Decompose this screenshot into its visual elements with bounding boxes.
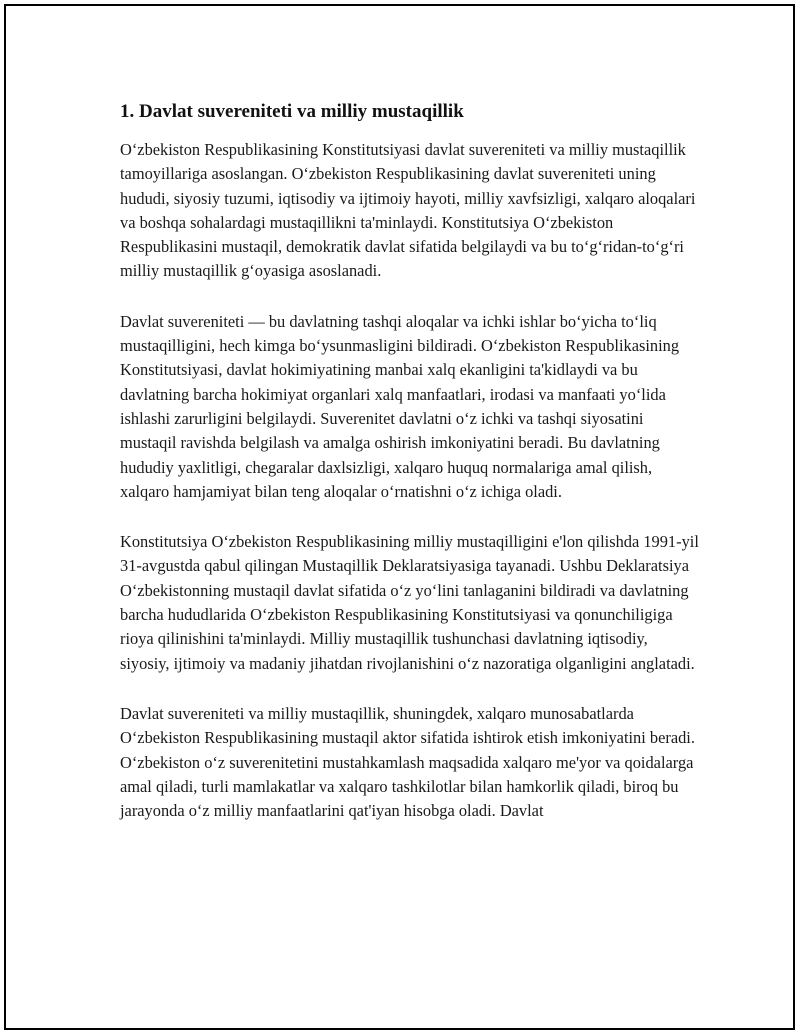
paragraph-4: Davlat suvereniteti va milliy mustaqillik, shuningdek, xalqaro munosabatlarda O‘zbekiston Respublikasining mustaqil aktor sifatida ishtirok etish imkoniyatini beradi. O‘zbekiston o‘z suverenitetini mustahkamlash maqsadida xalqaro me'yor va qoidalarga amal qiladi, turli mamlakatlar va xalqaro tashkilotlar bilan hamkorlik qiladi, biroq bu jarayonda o‘z milliy manfaatlarini qat'iyan hisobga oladi. Davlat xyxy=(120,703,695,821)
page-frame xyxy=(4,4,795,1030)
section-title: 1. Davlat suvereniteti va milliy mustaqillik xyxy=(120,101,464,122)
document-body xyxy=(120,98,700,849)
paragraph-2: Davlat suvereniteti — bu davlatning tashqi aloqalar va ichki ishlar bo‘yicha to‘liq mustaqilligini, hech kimga bo‘ysunmasligini bildiradi. O‘zbekiston Respublikasining Konstitutsiyasi, davlat hokimiyatining manbai xalq ekanligini ta'kidlaydi va bu davlatning barcha hokimiyat organlari xalq manfaatlari, irodasi va manfaati yo‘lida ishlashi zarurligini belgilaydi. Suverenitet davlatni o‘z ichki va tashqi siyosatini mustaqil ravishda belgilash va amalga oshirish imkoniyatini beradi. Bu davlatning hududiy yaxlitligi, chegaralar daxlsizligi, xalqaro huquq normalariga amal qilish, xalqaro hamjamiyat bilan teng aloqalar o‘rnatishni o‘z ichiga oladi. xyxy=(120,311,680,501)
paragraph-3: Konstitutsiya O‘zbekiston Respublikasining milliy mustaqilligini e'lon qilishda 1991-yil 31-avgustda qabul qilingan Mustaqillik Deklaratsiyasiga tayanadi. Ushbu Deklaratsiya O‘zbekistonning mustaqil davlat sifatida o‘z yo‘lini tanlaganini bildiradi va davlatning barcha hududlarida O‘zbekiston Respublikasining Konstitutsiyasi va qonunchiligiga rioya qilinishini ta'minlaydi. Milliy mustaqillik tushunchasi davlatning iqtisodiy, siyosiy, ijtimoiy va madaniy jihatdan rivojlanishini o‘z nazoratiga olganligini anglatadi. xyxy=(120,532,699,673)
paragraph-1: O‘zbekiston Respublikasining Konstitutsiyasi davlat suvereniteti va milliy mustaqillik tamoyillariga asoslangan. O‘zbekiston Respublikasining davlat suvereniteti uning hududi, siyosiy tuzumi, iqtisodiy va ijtimoiy hayoti, milliy xavfsizligi, xalqaro aloqalari va boshqa sohalardagi mustaqillikni ta'minlaydi. Konstitutsiya O‘zbekiston Respublikasini mustaqil, demokratik davlat sifatida belgilaydi va bu to‘g‘ridan-to‘g‘ri milliy mustaqillik g‘oyasiga asoslanadi. xyxy=(120,140,696,281)
